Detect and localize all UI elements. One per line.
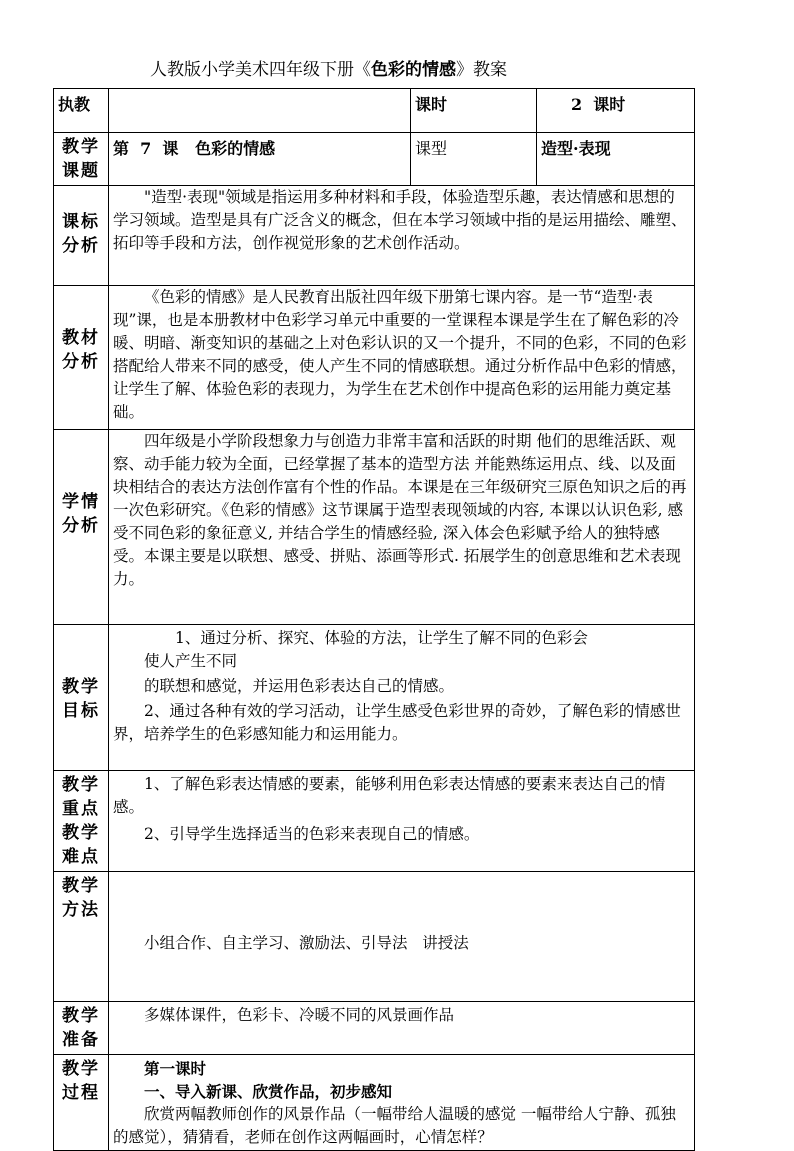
students-label: 学情分析 [54,430,109,625]
subject-row [54,133,695,186]
prep-cell [109,1002,695,1055]
method-cell [109,872,695,1002]
focus-row [54,771,695,872]
material-cell [109,286,695,430]
process-row [54,1055,695,1151]
goals-label: 教学目标 [54,625,109,771]
material-label: 教材分析 [54,286,109,430]
students-cell [109,430,695,625]
process-period: 第一课时 [144,1059,207,1078]
standard-cell [109,186,695,286]
focus-cell [109,771,695,872]
goals-line-3: 的联想和感觉，并运用色彩表达自己的情感。 [144,677,455,695]
teacher-label: 执教 [54,89,109,133]
focus-label: 教学重点教学难点 [54,771,109,872]
goals-line-1: 1、通过分析、探究、体验的方法，让学生了解不同的色彩会 [175,629,588,647]
title-suffix: 》教案 [456,60,507,80]
method-text: 小组合作、自主学习、激励法、引导法 讲授法 [144,934,469,952]
goals-row [54,625,695,771]
standard-text: "造型·表现"领域是指运用多种材料和手段，体验造型乐趣，表达情感和思想的学习领域。造型是具有广泛含义的概念，但在本学习领域中指的是运用描绘、雕塑、拓印等手段和方法，创作视觉形象的艺术创作活动。 [113,188,687,252]
period-label: 课时 [411,89,537,133]
header-row [54,89,695,133]
goals-line-4: 2、通过各种有效的学习活动，让学生感受色彩世界的奇妙，了解色彩的情感世界，培养学生的色彩感知能力和运用能力。 [113,702,681,743]
lesson-title: 第 7 课 色彩的情感 [109,133,411,186]
prep-row [54,1002,695,1055]
method-label: 教学方法 [54,872,109,1002]
period-value: 2 课时 [537,89,695,133]
focus-line-2: 2、引导学生选择适当的色彩来表现自己的情感。 [144,825,480,843]
document-title [0,55,794,80]
type-value: 造型·表现 [537,133,695,186]
subject-label: 教学课题 [54,133,109,186]
process-cell [109,1055,695,1151]
material-text: 《色彩的情感》是人民教育出版社四年级下册第七课内容。是一节“造型·表现”课，也是本册教材中色彩学习单元中重要的一堂课程本课是学生在了解色彩的冷暖、明暗、渐变知识的基础之上对色彩认识的又一个提升，不同的色彩，不同的色彩搭配给人带来不同的感受，使人产生不同的情感联想。通过分析作品中色彩的情感，让学生了解、体验色彩的表现力，为学生在艺术创作中提高色彩的运用能力奠定基础。 [113,288,687,421]
standard-row [54,186,695,286]
prep-label: 教学准备 [54,1002,109,1055]
students-text: 四年级是小学阶段想象力与创造力非常丰富和活跃的时期 他们的思维活跃、观察、动手能力较为全面，已经掌握了基本的造型方法 并能熟练运用点、线、以及面块相结合的表达方法创作富有个性的作品。本课是在三年级研究三原色知识之后的再一次色彩研究。《色彩的情感》这节课属于造型表现领域的内容, 本课以认识色彩, 感受不同色彩的象征意义, 并结合学生的情感经验, 深入体会色彩赋予给人的独特感受。本课主要是以联想、感受、拼贴、添画等形式. 拓展学生的创意思维和艺术表现力。 [113,432,687,588]
title-bold: 色彩的情感 [371,60,456,80]
prep-text: 多媒体课件，色彩卡、冷暖不同的风景画作品 [144,1006,455,1024]
standard-label: 课标分析 [54,186,109,286]
teacher-value [109,89,411,133]
lesson-plan-table [53,88,695,1151]
process-step: 一、导入新课、欣赏作品，初步感知 [144,1082,393,1101]
focus-line-1: 1、了解色彩表达情感的要素，能够利用色彩表达情感的要素来表达自己的情感。 [113,775,666,816]
title-prefix: 人教版小学美术四年级下册《 [150,60,371,80]
material-row [54,286,695,430]
students-row [54,430,695,625]
process-label: 教学过程 [54,1055,109,1151]
goals-cell [109,625,695,771]
goals-line-2: 使人产生不同 [144,652,238,670]
method-row [54,872,695,1002]
process-text: 欣赏两幅教师创作的风景作品（一幅带给人温暖的感觉 一幅带给人宁静、孤独的感觉），猜猜看，老师在创作这两幅画时，心情怎样？ [113,1105,676,1146]
type-label: 课型 [411,133,537,186]
